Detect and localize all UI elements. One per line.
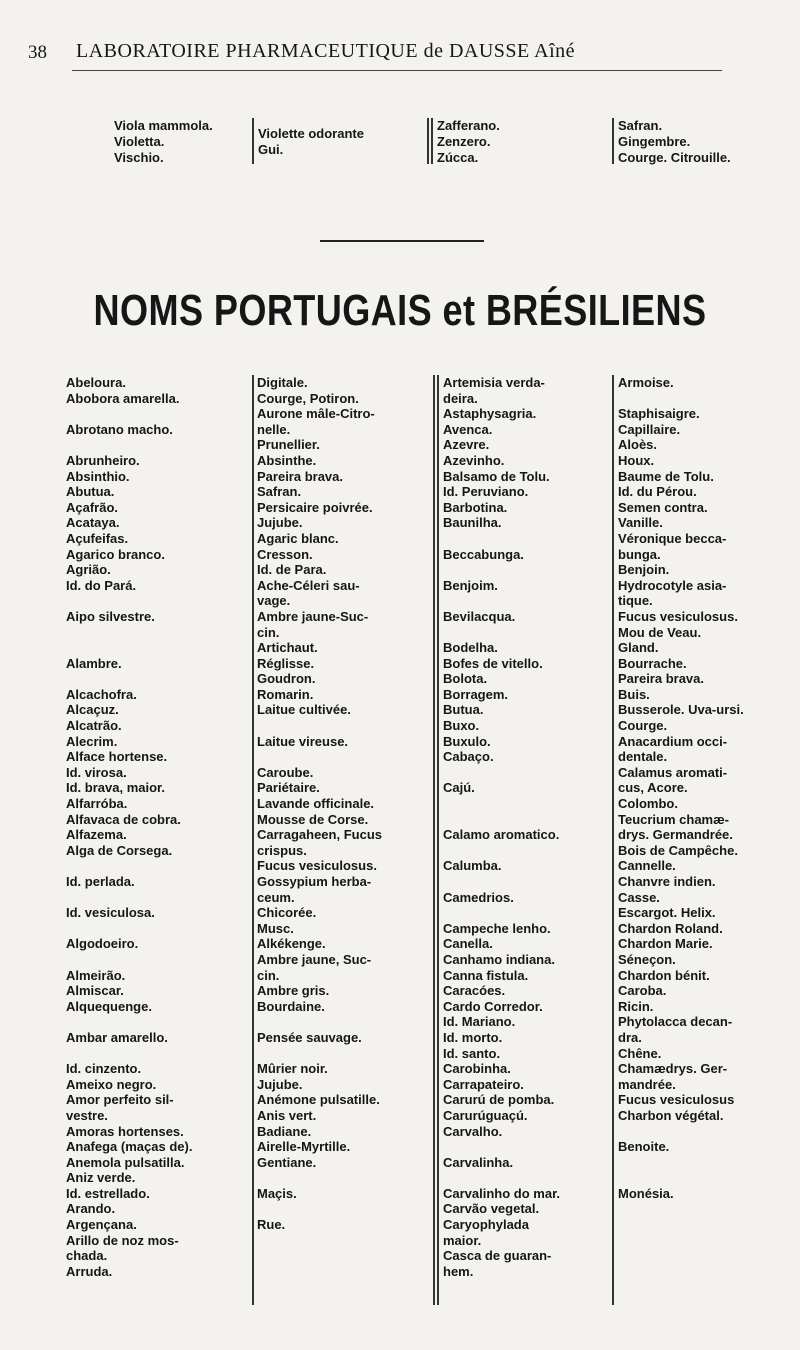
list-item: Abobora amarella. xyxy=(66,390,180,406)
list-item: Aipo silvestre. xyxy=(66,608,155,624)
list-item: Teucrium chamæ- xyxy=(618,811,730,827)
list-item xyxy=(443,812,560,828)
list-item: Ambre gris. xyxy=(257,983,330,999)
list-item: Bolota. xyxy=(443,671,488,687)
list-item: dentale. xyxy=(618,749,668,765)
top-entry: Zenzero. xyxy=(437,134,491,149)
list-item: Bourdaine. xyxy=(257,998,325,1014)
list-item: Cajú. xyxy=(443,780,475,796)
list-item: Bodelha. xyxy=(443,640,498,656)
list-item: Mou de Veau. xyxy=(618,624,702,640)
list-item xyxy=(618,1155,744,1171)
list-item: drys. Germandrée. xyxy=(618,827,733,843)
list-item: Courge. xyxy=(618,718,668,734)
list-item xyxy=(443,874,560,890)
section-separator xyxy=(320,240,484,242)
list-item: Carvalho. xyxy=(443,1123,503,1139)
list-item: Absinthio. xyxy=(66,468,130,484)
list-item: Romarin. xyxy=(257,686,314,702)
list-item: Mûrier noir. xyxy=(257,1061,328,1077)
top-col-italian xyxy=(114,118,213,166)
list-item: Canhamo indiana. xyxy=(443,951,555,967)
list-item: Arillo de noz mos- xyxy=(66,1232,179,1248)
list-item: Escargot. Helix. xyxy=(618,905,716,921)
list-item: Id. do Pará. xyxy=(66,577,137,593)
list-item: Butua. xyxy=(443,702,484,718)
list-item: Véronique becca- xyxy=(618,530,727,546)
list-item xyxy=(66,593,192,609)
list-item: Alface hortense. xyxy=(66,749,168,765)
list-item: Açufeifas. xyxy=(66,530,129,546)
list-item: nelle. xyxy=(257,421,291,437)
list-item: Buxo. xyxy=(443,718,480,734)
list-item: Carragaheen, Fucus xyxy=(257,827,382,843)
list-item: Chicorée. xyxy=(257,905,317,921)
list-item: Laitue cultivée. xyxy=(257,702,351,718)
list-item: Balsamo de Tolu. xyxy=(443,468,550,484)
list-item: Chêne. xyxy=(618,1045,662,1061)
list-item: cin. xyxy=(257,624,280,640)
top-col-french-2 xyxy=(618,118,731,166)
list-item xyxy=(443,531,560,547)
list-item: cus, Acore. xyxy=(618,780,688,796)
list-item: Cresson. xyxy=(257,546,313,562)
list-item: Id. morto. xyxy=(443,1029,503,1045)
list-item: Gentiane. xyxy=(257,1154,317,1170)
list-item xyxy=(66,671,192,687)
list-item: Alecrim. xyxy=(66,733,118,749)
list-item xyxy=(443,562,560,578)
top-divider xyxy=(431,118,433,164)
list-item: Fucus vesiculosus. xyxy=(618,608,738,624)
list-item: Id. Peruviano. xyxy=(443,484,529,500)
list-item: tique. xyxy=(618,593,653,609)
list-item: Séneçon. xyxy=(618,951,676,967)
list-item: Maçis. xyxy=(257,1185,297,1201)
list-item: Jujube. xyxy=(257,1076,303,1092)
list-item: Amoras hortenses. xyxy=(66,1123,184,1139)
list-item: Absinthe. xyxy=(257,452,317,468)
top-divider xyxy=(427,118,429,164)
list-item: Buxulo. xyxy=(443,733,491,749)
list-item: Busserole. Uva-ursi. xyxy=(618,702,744,718)
list-item xyxy=(66,406,192,422)
list-item: Bevilacqua. xyxy=(443,608,516,624)
list-item: Agaric blanc. xyxy=(257,530,339,546)
list-item: Beccabunga. xyxy=(443,546,524,562)
left-portuguese-column xyxy=(66,375,192,1279)
list-item: Camedrios. xyxy=(443,889,514,905)
list-item: Agarico branco. xyxy=(66,546,165,562)
list-item: Anafega (maças de). xyxy=(66,1139,193,1155)
list-item: Fucus vesiculosus xyxy=(618,1092,735,1108)
list-item: Rue. xyxy=(257,1217,286,1233)
list-item: Aniz verde. xyxy=(66,1170,136,1186)
list-item: Campeche lenho. xyxy=(443,920,551,936)
list-item: deira. xyxy=(443,390,478,406)
list-item: Artemisia verda- xyxy=(443,375,545,390)
list-item: Staphisaigre. xyxy=(618,406,700,422)
list-item: Cabaço. xyxy=(443,749,494,765)
list-item: Ambre jaune-Suc- xyxy=(257,608,369,624)
list-item xyxy=(443,905,560,921)
list-item xyxy=(443,593,560,609)
list-item: Abeloura. xyxy=(66,375,126,390)
list-item xyxy=(66,890,192,906)
list-item: Bourrache. xyxy=(618,655,687,671)
list-item: Azevre. xyxy=(443,437,490,453)
list-item: Chardon Marie. xyxy=(618,936,713,952)
list-item: Alcaçuz. xyxy=(66,702,119,718)
list-item xyxy=(443,843,560,859)
list-item: Almeirão. xyxy=(66,967,126,983)
list-item: Anémone pulsatille. xyxy=(257,1092,380,1108)
list-item: Semen contra. xyxy=(618,499,708,515)
list-item: Argençana. xyxy=(66,1217,137,1233)
list-item: vestre. xyxy=(66,1107,108,1123)
list-item: crispus. xyxy=(257,842,307,858)
list-item: Abutua. xyxy=(66,484,115,500)
list-item: Alquequenge. xyxy=(66,998,152,1014)
top-entry: Gui. xyxy=(258,142,284,157)
top-entry: Violetta. xyxy=(114,134,165,149)
list-item: Badiane. xyxy=(257,1123,312,1139)
list-item: Alcatrão. xyxy=(66,718,122,734)
list-item: Benjoin. xyxy=(618,562,670,578)
top-entry: Vischio. xyxy=(114,150,164,165)
list-item xyxy=(257,718,382,734)
list-item: Benoite. xyxy=(618,1139,670,1155)
list-item: Barbotina. xyxy=(443,499,508,515)
list-item: Id. brava, maior. xyxy=(66,780,165,796)
list-item: Airelle-Myrtille. xyxy=(257,1139,351,1155)
list-item xyxy=(443,1170,560,1186)
list-item: Baunilha. xyxy=(443,515,502,531)
list-item: Id. perlada. xyxy=(66,874,135,889)
list-item: Açafrão. xyxy=(66,499,119,515)
list-item: Armoise. xyxy=(618,375,674,390)
list-item xyxy=(257,749,382,765)
list-item: Anacardium occi- xyxy=(618,733,728,749)
list-item: Jujube. xyxy=(257,515,303,531)
list-item: hem. xyxy=(443,1263,474,1279)
list-item xyxy=(618,391,744,407)
list-item: Id. estrellado. xyxy=(66,1185,150,1201)
list-item: Id. du Pérou. xyxy=(618,484,697,500)
list-item: Alcachofra. xyxy=(66,686,137,702)
list-item xyxy=(66,1014,192,1030)
section-title: NOMS PORTUGAIS et BRÉSILIENS xyxy=(93,286,707,335)
list-item: Chardon Roland. xyxy=(618,920,723,936)
list-item: Abrunheiro. xyxy=(66,452,140,468)
list-item: Musc. xyxy=(257,920,294,936)
list-item: Arruda. xyxy=(66,1263,113,1279)
list-item: Alfavaca de cobra. xyxy=(66,811,181,827)
list-item: Anemola pulsatilla. xyxy=(66,1154,185,1170)
list-item xyxy=(66,921,192,937)
list-item: Ameixo negro. xyxy=(66,1076,157,1092)
list-item: Id. virosa. xyxy=(66,764,127,780)
list-item: Id. Mariano. xyxy=(443,1014,516,1030)
list-item: Monésia. xyxy=(618,1185,674,1201)
list-item: Caryophylada xyxy=(443,1217,529,1233)
list-item: Capillaire. xyxy=(618,421,681,437)
list-item xyxy=(443,796,560,812)
list-item: Alga de Corsega. xyxy=(66,842,173,858)
top-entry: Violette odorante xyxy=(258,126,364,141)
list-item: Avenca. xyxy=(443,421,493,437)
list-item: Aurone mâle-Citro- xyxy=(257,406,375,422)
list-item: Calamus aromati- xyxy=(618,764,728,780)
list-item: Prunellier. xyxy=(257,437,320,453)
list-item: Pareira brava. xyxy=(618,671,705,687)
list-item: Ricin. xyxy=(618,998,654,1014)
header-rule xyxy=(72,70,722,71)
list-item: ceum. xyxy=(257,889,295,905)
list-item: Algodoeiro. xyxy=(66,936,139,952)
list-item: Carvalinho do mar. xyxy=(443,1185,561,1201)
top-entry: Viola mammola. xyxy=(114,118,213,133)
list-item xyxy=(443,765,560,781)
list-item: Safran. xyxy=(257,484,302,500)
list-item: Abrotano macho. xyxy=(66,421,173,437)
list-item: Carvalinha. xyxy=(443,1154,514,1170)
list-item: Artichaut. xyxy=(257,640,318,656)
list-item: Cardo Corredor. xyxy=(443,998,543,1014)
list-item: Goudron. xyxy=(257,671,316,687)
list-item: Ache-Céleri sau- xyxy=(257,577,360,593)
list-item: Astaphysagria. xyxy=(443,406,537,422)
list-item: Réglisse. xyxy=(257,655,315,671)
list-item: Pareira brava. xyxy=(257,468,344,484)
list-item: Benjoim. xyxy=(443,577,498,593)
top-divider xyxy=(252,118,254,164)
list-item: bunga. xyxy=(618,546,661,562)
list-item: Chanvre indien. xyxy=(618,874,716,889)
page-number: 38 xyxy=(28,42,47,63)
list-item: Casse. xyxy=(618,889,660,905)
list-item: Alfarróba. xyxy=(66,796,128,812)
list-item: Pensée sauvage. xyxy=(257,1029,362,1045)
list-item: Borragem. xyxy=(443,686,509,702)
list-item: cin. xyxy=(257,967,280,983)
right-portuguese-column xyxy=(443,375,560,1279)
list-item: mandrée. xyxy=(618,1076,676,1092)
list-item: maior. xyxy=(443,1232,482,1248)
list-item xyxy=(257,1046,382,1062)
right-french-column xyxy=(618,375,744,1201)
list-item: Casca de guaran- xyxy=(443,1248,552,1264)
list-item: Agrião. xyxy=(66,562,111,578)
top-col-italian-2 xyxy=(437,118,500,166)
list-item xyxy=(443,1139,560,1155)
list-item xyxy=(66,640,192,656)
list-item xyxy=(443,625,560,641)
list-item: Alkékenge. xyxy=(257,936,326,952)
list-item: Ambar amarello. xyxy=(66,1029,168,1045)
list-item xyxy=(618,1170,744,1186)
column-divider xyxy=(252,375,254,1305)
list-item: Alfazema. xyxy=(66,827,127,843)
left-french-column xyxy=(257,375,382,1233)
list-item xyxy=(618,1124,744,1140)
list-item: Amor perfeito sil- xyxy=(66,1092,174,1108)
running-head: LABORATOIRE PHARMACEUTIQUE de DAUSSE Aîné xyxy=(76,40,576,62)
list-item: Id. vesiculosa. xyxy=(66,905,155,921)
list-item: Ambre jaune, Suc- xyxy=(257,951,372,967)
list-item: Digitale. xyxy=(257,375,308,390)
list-item: Caracóes. xyxy=(443,983,506,999)
list-item: Carurúguaçú. xyxy=(443,1107,528,1123)
list-item: Buis. xyxy=(618,686,650,702)
top-entry: Safran. xyxy=(618,118,663,133)
list-item: Chamædrys. Ger- xyxy=(618,1061,728,1077)
list-item: Baume de Tolu. xyxy=(618,468,714,484)
list-item: Canna fistula. xyxy=(443,967,529,983)
list-item: Persicaire poivrée. xyxy=(257,499,373,515)
column-divider xyxy=(612,375,614,1305)
column-divider xyxy=(433,375,435,1305)
list-item: Id. de Para. xyxy=(257,562,327,578)
list-item: Gossypium herba- xyxy=(257,874,372,889)
list-item: Gland. xyxy=(618,640,659,656)
column-divider xyxy=(437,375,439,1305)
list-item: Anis vert. xyxy=(257,1107,317,1123)
list-item: Alambre. xyxy=(66,655,122,671)
list-item: Mousse de Corse. xyxy=(257,811,369,827)
list-item: Calamo aromatico. xyxy=(443,827,560,843)
list-item: Acataya. xyxy=(66,515,120,531)
list-item: Laitue vireuse. xyxy=(257,733,349,749)
top-divider xyxy=(612,118,614,164)
list-item: Carrapateiro. xyxy=(443,1076,524,1092)
list-item xyxy=(66,437,192,453)
list-item: vage. xyxy=(257,593,291,609)
list-item: Cannelle. xyxy=(618,858,676,874)
list-item: dra. xyxy=(618,1029,642,1045)
list-item: Phytolacca decan- xyxy=(618,1014,733,1030)
list-item: Bois de Campêche. xyxy=(618,842,738,858)
top-entry: Gingembre. xyxy=(618,134,691,149)
list-item: Calumba. xyxy=(443,858,502,874)
top-col-french-1 xyxy=(258,126,364,158)
list-item: Azevinho. xyxy=(443,452,505,468)
list-item: Bofes de vitello. xyxy=(443,655,543,671)
list-item: Id. santo. xyxy=(443,1045,501,1061)
list-item: chada. xyxy=(66,1248,108,1264)
list-item xyxy=(66,625,192,641)
list-item: Aloès. xyxy=(618,437,658,453)
list-item: Arando. xyxy=(66,1201,116,1217)
list-item: Lavande officinale. xyxy=(257,796,375,812)
list-item: Courge, Potiron. xyxy=(257,390,359,406)
list-item: Colombo. xyxy=(618,796,678,812)
list-item xyxy=(257,1201,382,1217)
list-item: Vanille. xyxy=(618,515,663,531)
list-item: Fucus vesiculosus. xyxy=(257,858,377,874)
top-entry: Zafferano. xyxy=(437,118,500,133)
top-entry: Courge. Citrouille. xyxy=(618,150,731,165)
list-item: Chardon bénit. xyxy=(618,967,710,983)
list-item: Charbon végétal. xyxy=(618,1107,724,1123)
list-item xyxy=(66,1046,192,1062)
list-item xyxy=(66,952,192,968)
list-item: Caroba. xyxy=(618,983,667,999)
list-item: Canella. xyxy=(443,936,493,952)
list-item: Hydrocotyle asia- xyxy=(618,577,727,593)
list-item: Pariétaire. xyxy=(257,780,320,796)
list-item: Almiscar. xyxy=(66,983,124,999)
list-item: Carurú de pomba. xyxy=(443,1092,555,1108)
list-item xyxy=(66,858,192,874)
list-item: Id. cinzento. xyxy=(66,1061,142,1077)
list-item: Carvão vegetal. xyxy=(443,1201,540,1217)
list-item: Houx. xyxy=(618,452,655,468)
list-item xyxy=(257,1170,382,1186)
list-item: Carobinha. xyxy=(443,1061,511,1077)
list-item xyxy=(257,1014,382,1030)
list-item: Caroube. xyxy=(257,764,314,780)
top-entry: Zúcca. xyxy=(437,150,479,165)
